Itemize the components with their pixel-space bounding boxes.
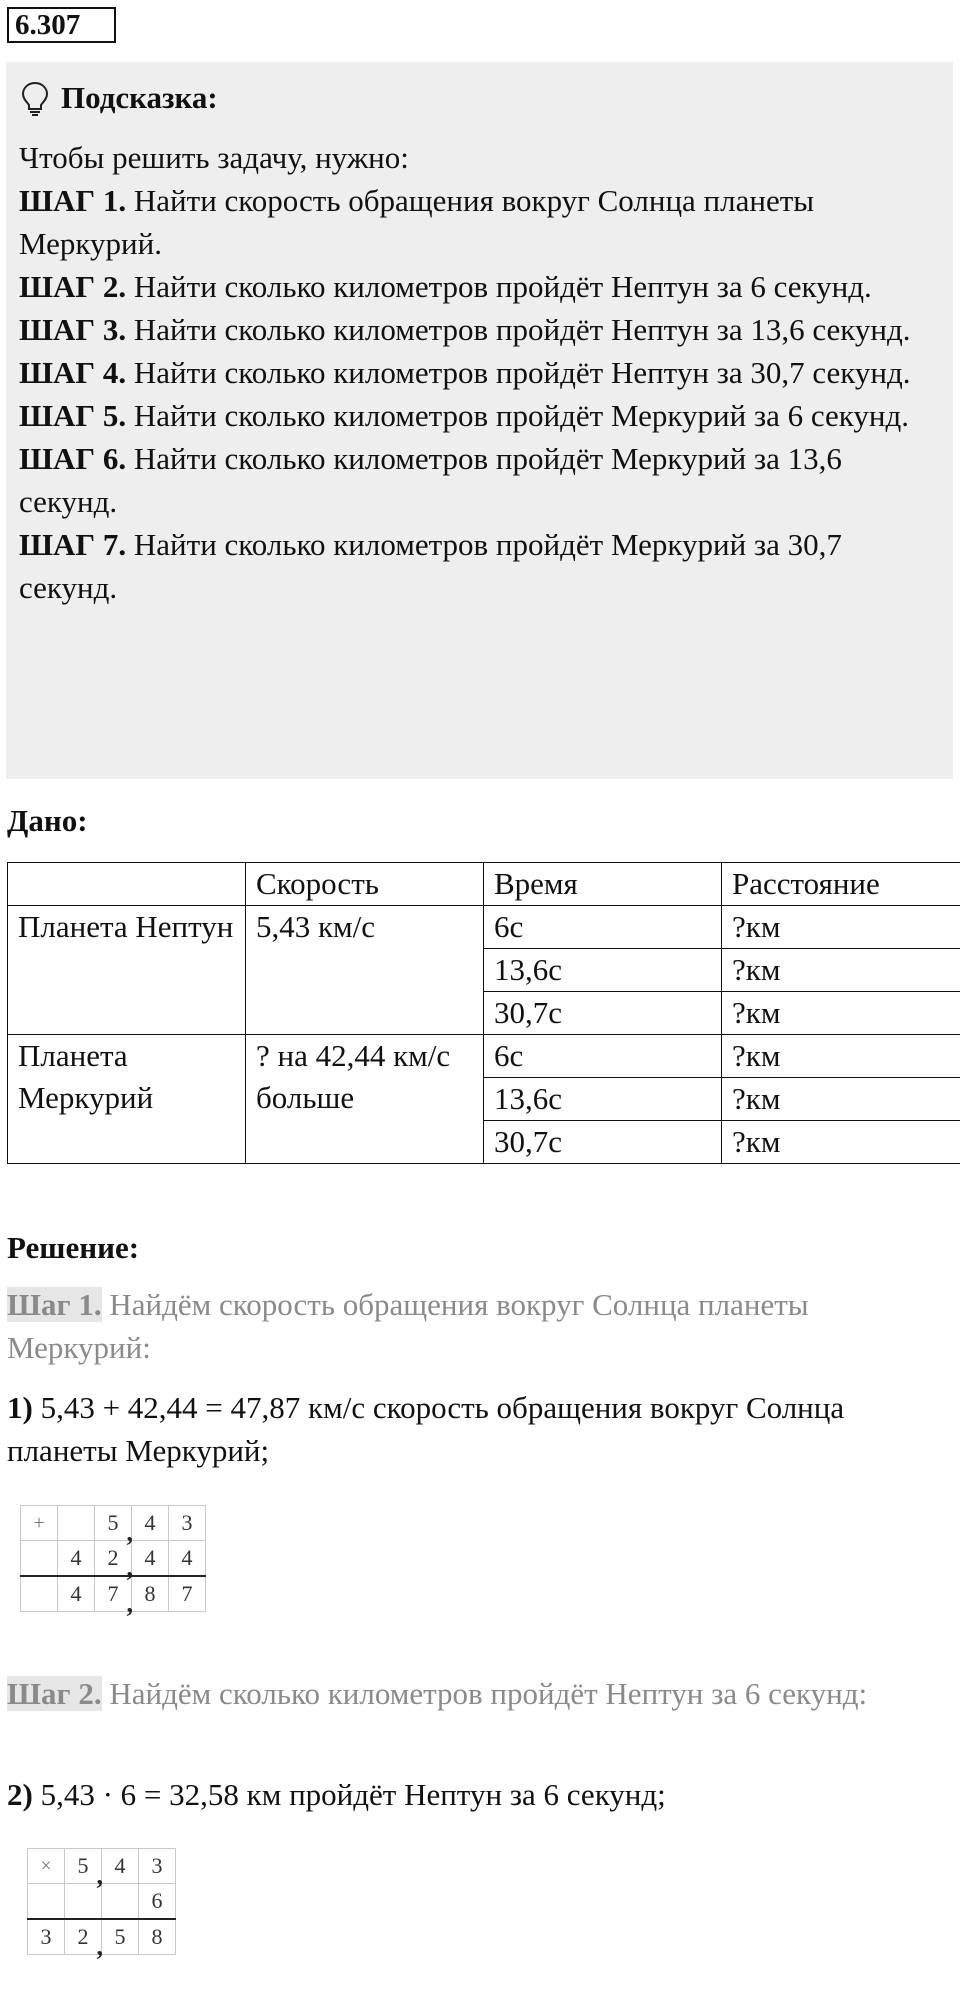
distance-cell: ?км xyxy=(722,949,960,992)
hint-step-text: Найти сколько километров пройдёт Меркурий за 13,6 секунд. xyxy=(19,441,842,519)
hint-step-4 xyxy=(19,351,940,394)
digit-cell: 5 , xyxy=(65,1849,102,1884)
digit-cell: 2 , xyxy=(65,1919,102,1955)
calc-line-1 xyxy=(7,1386,947,1472)
step-text: Найдём скорость обращения вокруг Солнца планеты Меркурий: xyxy=(7,1287,809,1365)
decimal-comma: , xyxy=(126,1589,133,1618)
hint-title: Подсказка: xyxy=(61,80,218,115)
table-row xyxy=(8,1035,960,1078)
table-header-cell: Расстояние xyxy=(722,863,960,906)
table-row xyxy=(8,906,960,949)
digit-cell: 2 , xyxy=(95,1541,132,1577)
distance-cell: ?км xyxy=(722,1035,960,1078)
decimal-comma: , xyxy=(126,1518,133,1547)
hint-step-label: ШАГ 2. xyxy=(19,269,127,304)
step-text: Найдём сколько километров пройдёт Нептун за 6 секунд: xyxy=(101,1676,868,1711)
digit-cell: 3 xyxy=(139,1849,176,1884)
hint-step-text: Найти сколько километров пройдёт Меркурий за 30,7 секунд. xyxy=(19,527,842,605)
hint-box xyxy=(6,62,953,779)
time-cell: 30,7с xyxy=(484,1121,722,1164)
digit-cell xyxy=(58,1506,95,1541)
hint-step-2 xyxy=(19,265,940,308)
digit-cell xyxy=(21,1541,58,1577)
digit-cell: 4 xyxy=(102,1849,139,1884)
digit-cell: 3 xyxy=(169,1506,206,1541)
distance-cell: ?км xyxy=(722,906,960,949)
step-label: Шаг 1. xyxy=(7,1287,102,1322)
hint-step-3 xyxy=(19,308,940,351)
table-header-row xyxy=(8,863,960,906)
calc-number: 2) xyxy=(7,1777,33,1812)
hint-header xyxy=(19,72,940,124)
decimal-comma: , xyxy=(96,1861,103,1890)
hint-step-label: ШАГ 7. xyxy=(19,527,127,562)
multiply-sign: × xyxy=(28,1849,65,1884)
hint-step-6 xyxy=(19,437,940,523)
time-cell: 13,6с xyxy=(484,1078,722,1121)
table-header-cell xyxy=(8,863,246,906)
decimal-comma: , xyxy=(126,1553,133,1582)
solution-title: Решение: xyxy=(7,1230,140,1265)
digit-cell: 3 xyxy=(28,1919,65,1955)
digit-cell xyxy=(65,1884,102,1920)
time-cell: 30,7с xyxy=(484,992,722,1035)
given-table xyxy=(7,862,960,1164)
hint-step-label: ШАГ 4. xyxy=(19,355,127,390)
digit-cell: 7 , xyxy=(95,1576,132,1612)
digit-cell: 5 , xyxy=(95,1506,132,1541)
digit-cell: 4 xyxy=(58,1541,95,1577)
solution-step-1 xyxy=(7,1283,947,1369)
digit-cell xyxy=(21,1576,58,1612)
table-header-cell: Время xyxy=(484,863,722,906)
calc-text: 5,43 · 6 = 32,58 км пройдёт Нептун за 6 секунд; xyxy=(32,1777,666,1812)
calc-number: 1) xyxy=(7,1390,33,1425)
hint-step-text: Найти сколько километров пройдёт Меркурий за 6 секунд. xyxy=(126,398,910,433)
digit-cell: 4 xyxy=(132,1506,169,1541)
solution-step-2 xyxy=(7,1672,947,1715)
column-addition xyxy=(20,1505,206,1618)
hint-step-label: ШАГ 3. xyxy=(19,312,127,347)
digit-cell xyxy=(102,1884,139,1920)
distance-cell: ?км xyxy=(722,1078,960,1121)
hint-step-text: Найти сколько километров пройдёт Нептун за 6 секунд. xyxy=(126,269,872,304)
column-multiplication xyxy=(27,1848,176,1961)
mercury-speed-cell: ? на 42,44 км/с больше xyxy=(246,1035,484,1164)
digit-cell: 4 xyxy=(58,1576,95,1612)
decimal-comma: , xyxy=(96,1932,103,1961)
hint-body xyxy=(19,136,940,609)
digit-cell: 4 xyxy=(132,1541,169,1577)
hint-step-text: Найти скорость обращения вокруг Солнца планеты Меркурий. xyxy=(19,183,815,261)
digit-cell: 8 xyxy=(132,1576,169,1612)
planet-neptune-cell: Планета Нептун xyxy=(8,906,246,1035)
table-header-cell: Скорость xyxy=(246,863,484,906)
digit-cell: 5 xyxy=(102,1919,139,1955)
hint-step-text: Найти сколько километров пройдёт Нептун за 13,6 секунд. xyxy=(126,312,911,347)
digit-cell xyxy=(28,1884,65,1920)
step-label: Шаг 2. xyxy=(7,1676,102,1711)
digit-cell: 4 xyxy=(169,1541,206,1577)
plus-sign: + xyxy=(21,1506,58,1541)
time-cell: 6с xyxy=(484,906,722,949)
neptune-speed-cell: 5,43 км/с xyxy=(246,906,484,1035)
problem-number: 6.307 xyxy=(7,7,116,43)
planet-mercury-cell: Планета Меркурий xyxy=(8,1035,246,1164)
time-cell: 6с xyxy=(484,1035,722,1078)
digit-cell: 8 xyxy=(139,1919,176,1955)
time-cell: 13,6с xyxy=(484,949,722,992)
given-title: Дано: xyxy=(7,803,88,838)
hint-step-label: ШАГ 1. xyxy=(19,183,127,218)
hint-intro: Чтобы решить задачу, нужно: xyxy=(19,140,409,175)
lightbulb-icon xyxy=(19,80,51,116)
digit-cell: 6 xyxy=(139,1884,176,1920)
distance-cell: ?км xyxy=(722,1121,960,1164)
hint-step-1 xyxy=(19,179,940,265)
hint-step-text: Найти сколько километров пройдёт Нептун за 30,7 секунд. xyxy=(126,355,911,390)
digit-cell: 7 xyxy=(169,1576,206,1612)
distance-cell: ?км xyxy=(722,992,960,1035)
calc-line-2 xyxy=(7,1773,947,1816)
hint-step-label: ШАГ 5. xyxy=(19,398,127,433)
hint-step-7 xyxy=(19,523,940,609)
hint-step-label: ШАГ 6. xyxy=(19,441,127,476)
hint-step-5 xyxy=(19,394,940,437)
calc-text: 5,43 + 42,44 = 47,87 км/с скорость обращения вокруг Солнца планеты Меркурий; xyxy=(7,1390,845,1468)
